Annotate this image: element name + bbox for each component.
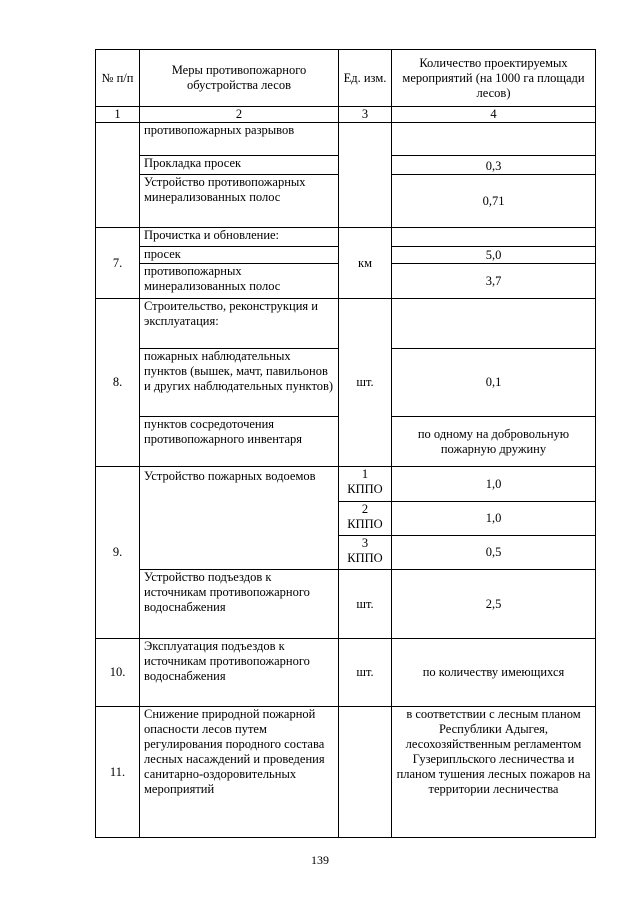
table-row	[96, 228, 596, 247]
forest-fire-measures-table	[95, 49, 596, 838]
row-number: 10.	[96, 639, 140, 707]
value-cell: 2,5	[392, 570, 596, 639]
measure-cell: Прочистка и обновление:	[140, 228, 339, 247]
column-number-row	[96, 107, 596, 123]
measure-cell: Снижение природной пожарной опасности лесов путем регулирования породного состава лесных насаждений и проведения санитарно-оздоровительных мероприятий	[140, 707, 339, 838]
value-cell: 0,1	[392, 349, 596, 417]
table-row	[96, 299, 596, 349]
unit-cell: км	[339, 228, 392, 299]
measure-cell: пунктов сосредоточения противопожарного инвентаря	[140, 417, 339, 467]
value-cell: 3,7	[392, 264, 596, 299]
header-num: № п/п	[96, 50, 140, 107]
value-cell: по количеству имеющихся	[392, 639, 596, 707]
table-row	[96, 123, 596, 156]
measure-cell: пожарных наблюдательных пунктов (вышек, мачт, павильонов и других наблюдательных пунктов)	[140, 349, 339, 417]
measure-cell: Прокладка просек	[140, 156, 339, 175]
row-number	[96, 123, 140, 228]
unit-cell	[339, 707, 392, 838]
row-number: 8.	[96, 299, 140, 467]
page-number: 139	[311, 853, 329, 867]
column-number: 3	[339, 107, 392, 123]
value-cell: по одному на добровольную пожарную дружину	[392, 417, 596, 467]
value-cell: 0,3	[392, 156, 596, 175]
column-number: 4	[392, 107, 596, 123]
unit-cell: шт.	[339, 639, 392, 707]
header-measures: Меры противопожарного обустройства лесов	[140, 50, 339, 107]
unit-cell: 1 КППО	[339, 467, 392, 502]
row-number: 11.	[96, 707, 140, 838]
table-row	[96, 467, 596, 502]
column-number: 2	[140, 107, 339, 123]
unit-cell: шт.	[339, 299, 392, 467]
value-cell	[392, 299, 596, 349]
value-cell: 5,0	[392, 247, 596, 264]
header-quantity: Количество проектируемых мероприятий (на 1000 га площади лесов)	[392, 50, 596, 107]
unit-cell: 3 КППО	[339, 536, 392, 570]
measure-cell: просек	[140, 247, 339, 264]
unit-cell	[339, 123, 392, 228]
table-row	[96, 639, 596, 707]
table-row	[96, 707, 596, 838]
measure-cell: Устройство пожарных водоемов	[140, 467, 339, 570]
measure-cell: Устройство противопожарных минерализованных полос	[140, 175, 339, 228]
value-cell	[392, 228, 596, 247]
measure-cell: Строительство, реконструкция и эксплуатация:	[140, 299, 339, 349]
unit-cell: 2 КППО	[339, 502, 392, 536]
value-cell	[392, 123, 596, 156]
value-cell: 0,71	[392, 175, 596, 228]
measure-cell: Устройство подъездов к источникам противопожарного водоснабжения	[140, 570, 339, 639]
measure-cell: противопожарных разрывов	[140, 123, 339, 156]
column-number: 1	[96, 107, 140, 123]
value-cell: 1,0	[392, 467, 596, 502]
measure-cell: Эксплуатация подъездов к источникам противопожарного водоснабжения	[140, 639, 339, 707]
value-cell: 0,5	[392, 536, 596, 570]
header-unit: Ед. изм.	[339, 50, 392, 107]
value-cell: 1,0	[392, 502, 596, 536]
measure-cell: противопожарных минерализованных полос	[140, 264, 339, 299]
table-row	[96, 570, 596, 639]
row-number: 7.	[96, 228, 140, 299]
unit-cell: шт.	[339, 570, 392, 639]
value-cell: в соответствии с лесным планом Республики Адыгея, лесохозяйственным регламентом Гузерипльского лесничества и планом тушения лесных пожаров на территории лесничества	[392, 707, 596, 838]
row-number: 9.	[96, 467, 140, 639]
table-header-row	[96, 50, 596, 107]
